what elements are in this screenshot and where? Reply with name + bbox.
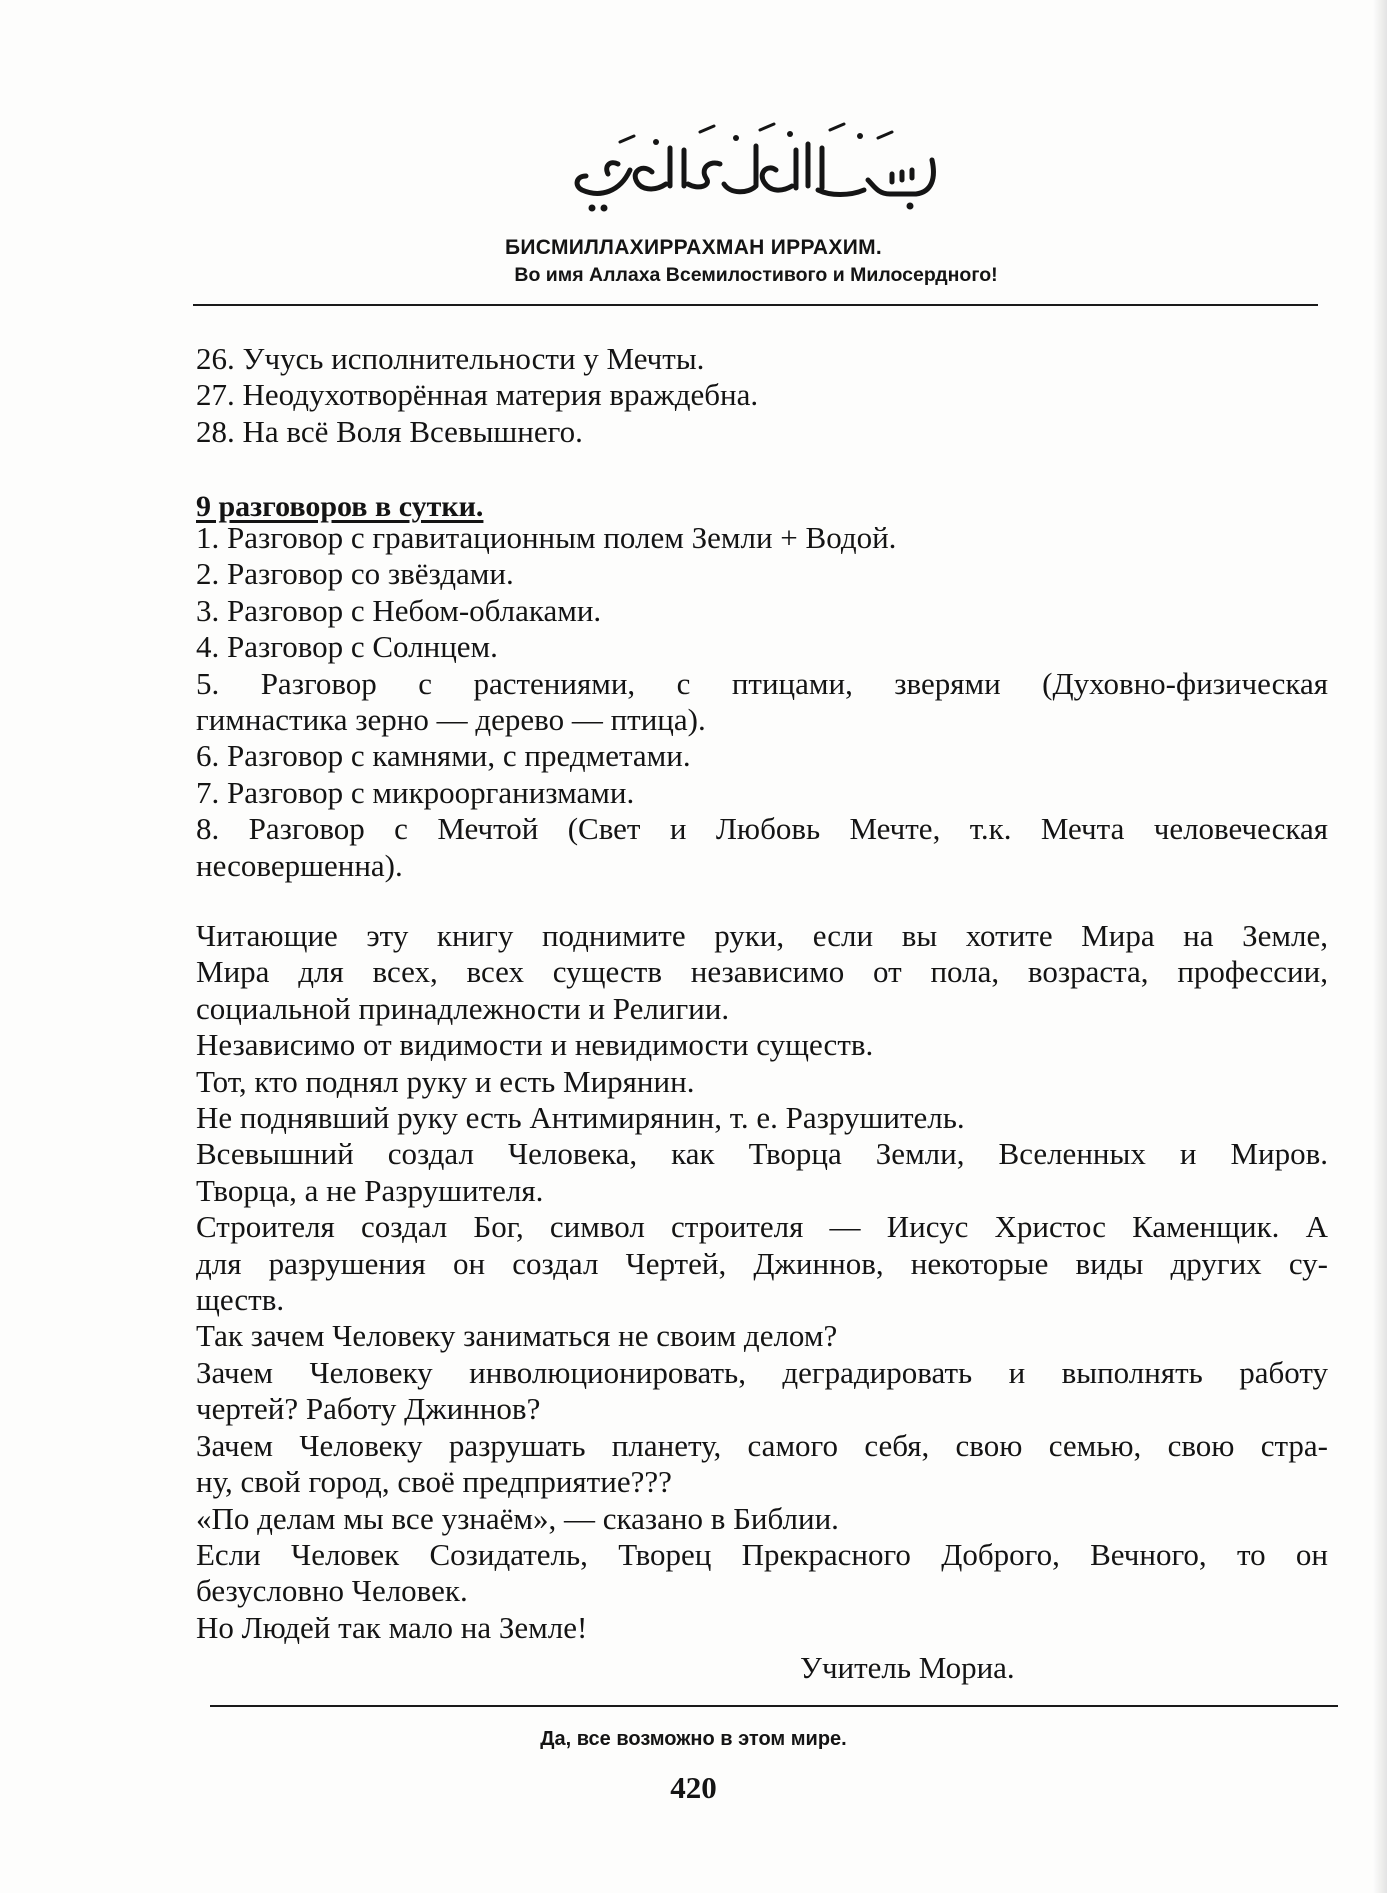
body-line: Всевышний создал Человека, как Творца Земли, Вселенных и Миров.	[196, 1136, 1328, 1172]
body-line: Если Человек Созидатель, Творец Прекрасного Доброго, Вечного, то он	[196, 1536, 1328, 1572]
bismillah-calligraphy	[560, 120, 950, 220]
list-item: 28. На всё Воля Всевышнего.	[196, 413, 583, 449]
body-line: безусловно Человек.	[196, 1573, 468, 1609]
intro-list	[196, 341, 1328, 450]
body-line: Но Людей так мало на Земле!	[196, 1609, 588, 1645]
section-title: 9 разговоров в сутки.	[196, 490, 484, 523]
list-item-continuation: гимнастика зерно — дерево — птица).	[196, 702, 706, 738]
body-line: Так зачем Человеку заниматься не своим делом?	[196, 1318, 838, 1354]
body-line: Зачем Человеку инволюционировать, деградировать и выполнять работу	[196, 1354, 1328, 1390]
body-line: Творца, а не Разрушителя.	[196, 1172, 544, 1208]
header-title: БИСМИЛЛАХИРРАХМАН ИРРАХИМ.	[504, 236, 883, 259]
list-item: 2. Разговор со звёздами.	[196, 556, 514, 592]
body-text	[196, 918, 1328, 1646]
signature: Учитель Мориа.	[800, 1650, 1015, 1685]
list-item: 8. Разговор с Мечтой (Свет и Любовь Мечте, т.к. Мечта человеческая	[196, 811, 1328, 847]
body-line: для разрушения он создал Чертей, Джиннов, некоторые виды других су-	[196, 1245, 1328, 1281]
header-divider	[193, 304, 1318, 306]
list-item: 5. Разговор с растениями, с птицами, зверями (Духовно-физическая	[196, 665, 1328, 701]
header-subtitle: Во имя Аллаха Всемилостивого и Милосердного!	[514, 264, 998, 286]
body-line: Тот, кто поднял руку и есть Мирянин.	[196, 1063, 695, 1099]
page-number: 420	[670, 1770, 717, 1805]
list-item: 26. Учусь исполнительности у Мечты.	[196, 341, 705, 376]
conversation-list	[196, 520, 1328, 884]
body-line: Независимо от видимости и невидимости существ.	[196, 1027, 874, 1063]
footer-divider	[210, 1705, 1338, 1707]
list-item: 3. Разговор с Небом-облаками.	[196, 592, 602, 628]
body-line: «По делам мы все узнаём», — сказано в Библии.	[196, 1500, 839, 1536]
footer-motto: Да, все возможно в этом мире.	[540, 1728, 847, 1750]
body-line: Строителя создал Бог, символ строителя — Иисус Христос Каменщик. А	[196, 1209, 1328, 1245]
list-item: 1. Разговор с гравитационным полем Земли + Водой.	[196, 520, 897, 555]
body-line: Не поднявший руку есть Антимирянин, т. е. Разрушитель.	[196, 1100, 965, 1136]
list-item-continuation: несовершенна).	[196, 847, 403, 883]
body-line: Зачем Человеку разрушать планету, самого себя, свою семью, свою стра-	[196, 1427, 1328, 1463]
body-line: социальной принадлежности и Религии.	[196, 990, 730, 1026]
body-line: Мира для всех, всех существ независимо от пола, возраста, профессии,	[196, 954, 1328, 990]
body-line: ществ.	[196, 1282, 285, 1318]
list-item: 7. Разговор с микроорганизмами.	[196, 774, 635, 810]
list-item: 6. Разговор с камнями, с предметами.	[196, 738, 691, 774]
body-line: чертей? Работу Джиннов?	[196, 1391, 541, 1427]
list-item: 4. Разговор с Солнцем.	[196, 629, 498, 665]
body-line: Читающие эту книгу поднимите руки, если вы хотите Мира на Земле,	[196, 918, 1328, 953]
page-edge-shadow	[1373, 0, 1387, 1893]
list-item: 27. Неодухотворённая материя враждебна.	[196, 377, 759, 413]
body-line: ну, свой город, своё предприятие???	[196, 1464, 672, 1500]
